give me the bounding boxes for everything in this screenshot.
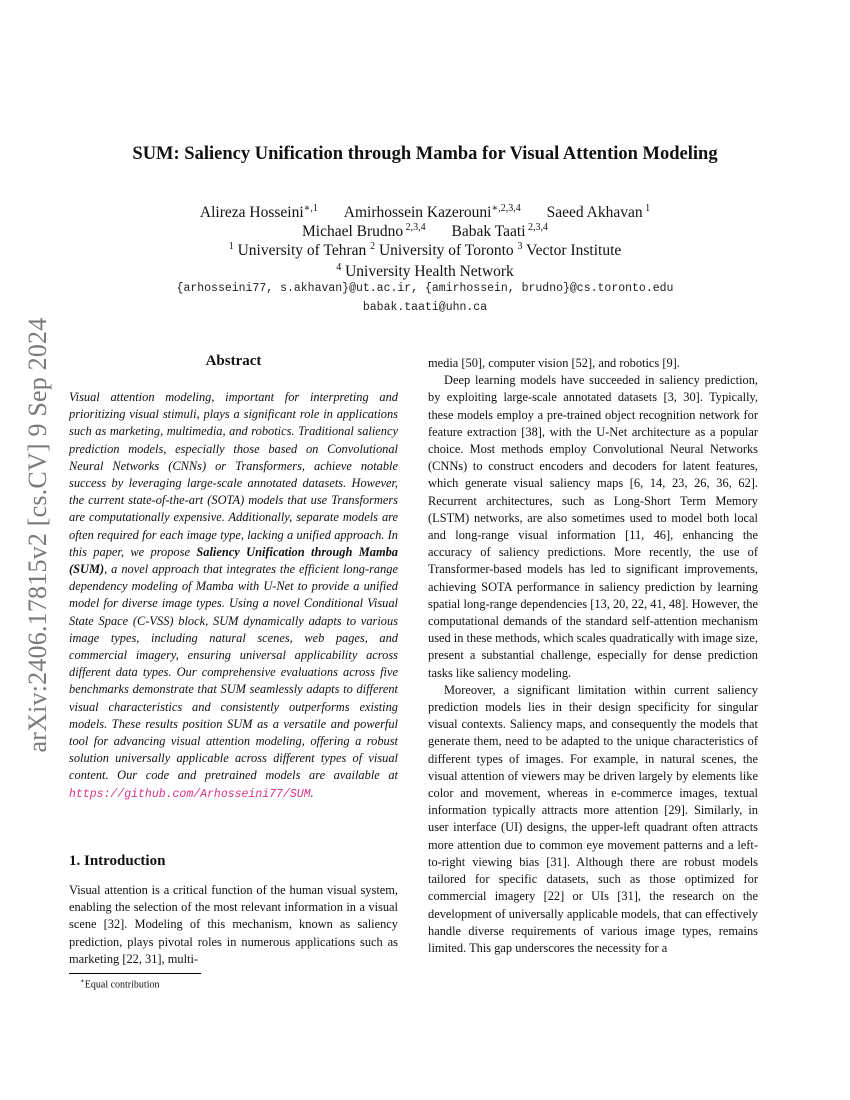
footnote: ∗Equal contribution (80, 977, 160, 991)
right-column-text (428, 355, 758, 957)
author: Amirhossein Kazerouni$^{∗,2,3,4}$ (343, 203, 521, 222)
paragraph: Moreover, a significant limitation within current saliency prediction models lies in their design specificity for singular visual contexts. Saliency maps, and consequently the models that generate them, need to be adapted to the unique characteristics of different types of images. For example, in natural scenes, the visual attention of viewers may be driven largely by elements like color and movement, whereas in e-commerce images, textual information typically attracts more attention [29]. Similarly, in user interface (UI) designs, the upper-left quadrant often attracts more attention due to common eye movement patterns and a left-to-right viewing bias [31]. Although there are robust models tailored for specific datasets, such as those optimized for commercial imagery [22] or UIs [31], the research on the development of universally applicable models, that can effectively handle diverse requirements of various image types, remains limited. This gap underscores the necessity for a (428, 682, 758, 955)
github-link[interactable]: https://github.com/Arhosseini77/SUM (69, 787, 311, 801)
author-emails: {arhosseini77, s.akhavan}@ut.ac.ir, {amirhossein, brudno}@cs.toronto.edu (176, 282, 674, 295)
arxiv-identifier: arXiv:2406.17815v2 [cs.CV] 9 Sep 2024 (23, 317, 52, 753)
affiliation-line-1: $^1$ University of Tehran $^2$ University of Toronto $^3$ Vector Institute (228, 241, 622, 260)
paragraph: media [50], computer vision [52], and robotics [9]. (428, 356, 680, 370)
section-heading-introduction: 1. Introduction (69, 853, 166, 869)
paper-title: SUM: Saliency Unification through Mamba for Visual Attention Modeling (132, 144, 718, 164)
affiliation-line-2: $^4$ University Health Network (336, 262, 514, 281)
author: Babak Taati $^{2,3,4}$ (451, 222, 548, 241)
author-email: babak.taati@uhn.ca (362, 301, 488, 314)
footnote-rule (69, 973, 201, 974)
arxiv-sidebar (0, 290, 80, 780)
abstract-body: Visual attention modeling, important for interpreting and prioritizing visual stimuli, plays a significant role in applications such as marketing, multimedia, and robotics. Traditional saliency prediction models, especially those based on Convolutional Neural Networks (CNNs) or Transformers, achieve notable success by leveraging large-scale annotated datasets. However, the current state-of-the-art (SOTA) models that use Transformers are computationally expensive. Additionally, separate models are often required for each image type, lacking a unified approach. In this paper, we propose Saliency Unification through Mamba (SUM), a novel approach that integrates the efficient long-range dependency modeling of Mamba with U-Net to provide a unified model for diverse image types. Using a novel Conditional Visual State Space (C-VSS) block, SUM dynamically adapts to various image types, including natural scenes, web pages, and commercial imagery, ensuring universal applicability across different data types. Our comprehensive evaluations across five benchmarks demonstrate that SUM seamlessly adapts to different visual characteristics and consistently outperforms existing models. These results position SUM as a versatile and powerful tool for advancing visual attention modeling, offering a robust solution universally applicable across different types of visual content. Our code and pretrained models are available at https://github.com/Arhosseini77/SUM. (69, 390, 398, 801)
author: Alireza Hosseini$^{∗,1}$ (199, 203, 318, 222)
author: Michael Brudno $^{2,3,4}$ (302, 222, 426, 241)
paragraph: Deep learning models have succeeded in saliency prediction, by exploiting large-scale annotated datasets [3, 30]. Typically, these models employ a pre-trained object recognition network for feature extraction [38], with the U-Net architecture as a popular choice. Most methods employ Convolutional Neural Networks (CNNs) to construct encoders and decoders for latent features, which generate visual saliency maps [6, 14, 23, 26, 36, 62]. Recurrent architectures, such as Long-Short Term Memory (LSTM) networks, are also sometimes used to model both local and long-range visual information [11, 46], enhancing the accuracy of saliency predictions. More recently, the use of Transformer-based models has led to significant improvements, achieving SOTA performance in saliency prediction by learning spatial long-range dependencies [13, 20, 22, 41, 48]. However, the computational demands of the standard self-attention mechanism used in these methods, which scales quadratically with image size, present a substantial challenge, especially for dense prediction tasks like saliency modeling. (428, 373, 758, 680)
abstract-heading: Abstract (205, 353, 262, 369)
introduction-paragraph: Visual attention is a critical function of the human visual system, enabling the selection of the most relevant information in a visual scene [32]. Modeling of this mechanism, known as saliency prediction, plays pivotal roles in numerous applications such as marketing [22, 31], multi- (69, 883, 398, 966)
sum-acronym: Saliency Unification through Mamba (SUM) (69, 544, 398, 577)
author: Saeed Akhavan $^1$ (546, 203, 651, 222)
